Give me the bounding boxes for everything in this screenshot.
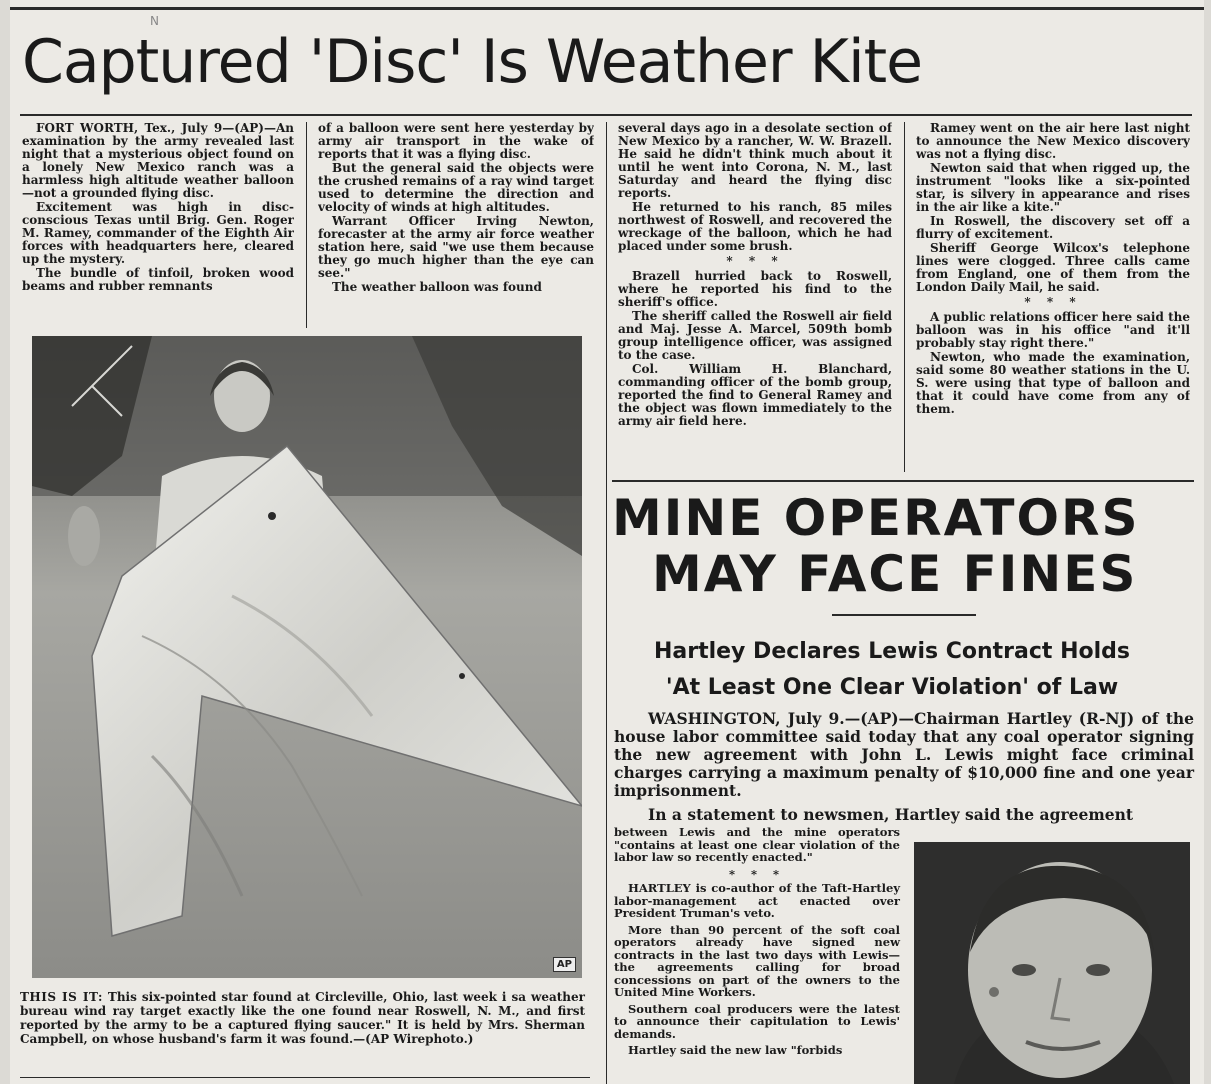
paragraph: FORT WORTH, Tex., July 9—(AP)—An examination by the army revealed last night that a mysterious object found on a lonely New Mexico ranch was a harmless high altitude weather balloon—not a grounded flying disc. xyxy=(22,122,294,200)
mine-subheadline-line-1: Hartley Declares Lewis Contract Holds xyxy=(653,639,1131,664)
paragraph: Newton said that when rigged up, the instrument "looks like a six-pointed star, is silvery in appearance and rises in the air like a kite." xyxy=(916,161,1190,214)
mine-lead xyxy=(614,710,1194,830)
margin-mark: N xyxy=(150,14,159,28)
paragraph: In a statement to newsmen, Hartley said the agreement xyxy=(648,805,1134,824)
paragraph: Warrant Officer Irving Newton, forecaster at the army air force weather station here, said "we use them because they go much higher than the eye can see." xyxy=(318,214,594,280)
story-column-2 xyxy=(318,122,594,328)
paragraph: But the general said the objects were the crushed remains of a ray wind target used to determine the direction and velocity of winds at high altitudes. xyxy=(318,161,594,214)
mine-narrow-column xyxy=(614,826,900,1061)
paragraph: of a balloon were sent here yesterday by army air transport in the wake of reports that it was a flying disc. xyxy=(318,122,594,161)
paragraph: The bundle of tinfoil, broken wood beams and rubber remnants xyxy=(22,266,294,293)
section-break: * * * xyxy=(728,866,786,881)
column-rule xyxy=(904,122,905,472)
mine-headline-line-2: MAY FACE FINES xyxy=(652,545,1138,603)
kite-photograph xyxy=(32,336,582,978)
mine-headline xyxy=(612,490,1202,602)
paragraph: He returned to his ranch, 85 miles northwest of Roswell, and recovered the wreckage of the balloon, which he had placed under some brush. xyxy=(618,200,892,253)
mine-subheadline-line-2: 'At Least One Clear Violation' of Law xyxy=(665,675,1119,700)
main-headline: Captured 'Disc' Is Weather Kite xyxy=(22,27,923,97)
story-column-1 xyxy=(22,122,294,328)
page-edge-left xyxy=(0,0,10,1084)
paragraph: WASHINGTON, July 9.—(AP)—Chairman Hartley (R-NJ) of the house labor committee said today that any coal operator signing the new agreement with John L. Lewis might face criminal charges carrying a maximum penalty of $10,000 fine and one year imprisonment. xyxy=(614,709,1194,800)
hartley-portrait xyxy=(914,842,1190,1084)
paragraph: Hartley said the new law "forbids xyxy=(628,1043,843,1057)
portrait-illustration xyxy=(914,842,1190,1084)
paragraph: The sheriff called the Roswell air field and Maj. Jesse A. Marcel, 509th bomb group intelligence officer, was assigned to the case. xyxy=(618,309,892,362)
story-column-3 xyxy=(618,122,892,474)
column-rule xyxy=(606,122,607,1084)
column-rule xyxy=(306,122,307,328)
section-rule xyxy=(612,480,1194,482)
paragraph: HARTLEY is co-author of the Taft-Hartley labor-management act enacted over President Truman's veto. xyxy=(614,881,900,920)
mine-subheadline xyxy=(612,634,1172,706)
paragraph: Brazell hurried back to Roswell, where he reported his find to the sheriff's office. xyxy=(618,269,892,309)
top-rule xyxy=(10,7,1204,10)
story-column-4 xyxy=(916,122,1190,474)
photo-illustration xyxy=(32,336,582,978)
page-edge-right xyxy=(1204,0,1211,1084)
paragraph: Col. William H. Blanchard, commanding officer of the bomb group, reported the find to General Ramey and the object was flown immediately to the army air field here. xyxy=(618,362,892,428)
ap-credit-badge: AP xyxy=(553,957,576,972)
paragraph: between Lewis and the mine operators "contains at least one clear violation of the labor law so recently enacted." xyxy=(614,825,900,864)
photo-caption xyxy=(20,990,585,1046)
paragraph: In Roswell, the discovery set off a flurry of excitement. xyxy=(916,214,1190,241)
paragraph: several days ago in a desolate section of New Mexico by a rancher, W. W. Brazell. He said he didn't think much about it until he went into Corona, N. M., last Saturday and heard the flying disc reports. xyxy=(618,122,892,200)
bottom-rule xyxy=(20,1077,590,1078)
paragraph: Southern coal producers were the latest to announce their capitulation to Lewis' demands. xyxy=(614,1001,900,1041)
headline-divider xyxy=(832,614,976,616)
paragraph: More than 90 percent of the soft coal operators already have signed new contracts in the last two days with Lewis—the agreements calling for broad concessions on part of the owners to the United Mine Workers. xyxy=(614,922,900,999)
paragraph: The weather balloon was found xyxy=(332,280,542,294)
section-break: * * * xyxy=(1024,295,1082,309)
section-break: * * * xyxy=(726,254,784,268)
paragraph: Excitement was high in disc-conscious Texas until Brig. Gen. Roger M. Ramey, commander of the Eighth Air forces with headquarters here, cleared up the mystery. xyxy=(22,200,294,266)
paragraph: Newton, who made the examination, said some 80 weather stations in the U. S. were using that type of balloon and that it could have come from any of them. xyxy=(916,350,1190,416)
headline-rule xyxy=(20,114,1192,116)
caption-lead: THIS IS IT: xyxy=(20,990,103,1004)
paragraph: Sheriff George Wilcox's telephone lines were clogged. Three calls came from England, one of them from the London Daily Mail, he said. xyxy=(916,241,1190,294)
paragraph: A public relations officer here said the balloon was in his office "and it'll probably stay right there." xyxy=(916,310,1190,350)
mine-headline-line-1: MINE OPERATORS xyxy=(612,489,1140,547)
caption-text: This six-pointed star found at Circleville, Ohio, last week i sa weather bureau wind ray target exactly like the one found near Roswell, N. M., and first reported by the army to be a captured flying saucer." It is held by Mrs. Sherman Campbell, on whose husband's farm it was found.—(AP Wirephoto.) xyxy=(20,990,585,1046)
paragraph: Ramey went on the air here last night to announce the New Mexico discovery was not a flying disc. xyxy=(916,122,1190,161)
